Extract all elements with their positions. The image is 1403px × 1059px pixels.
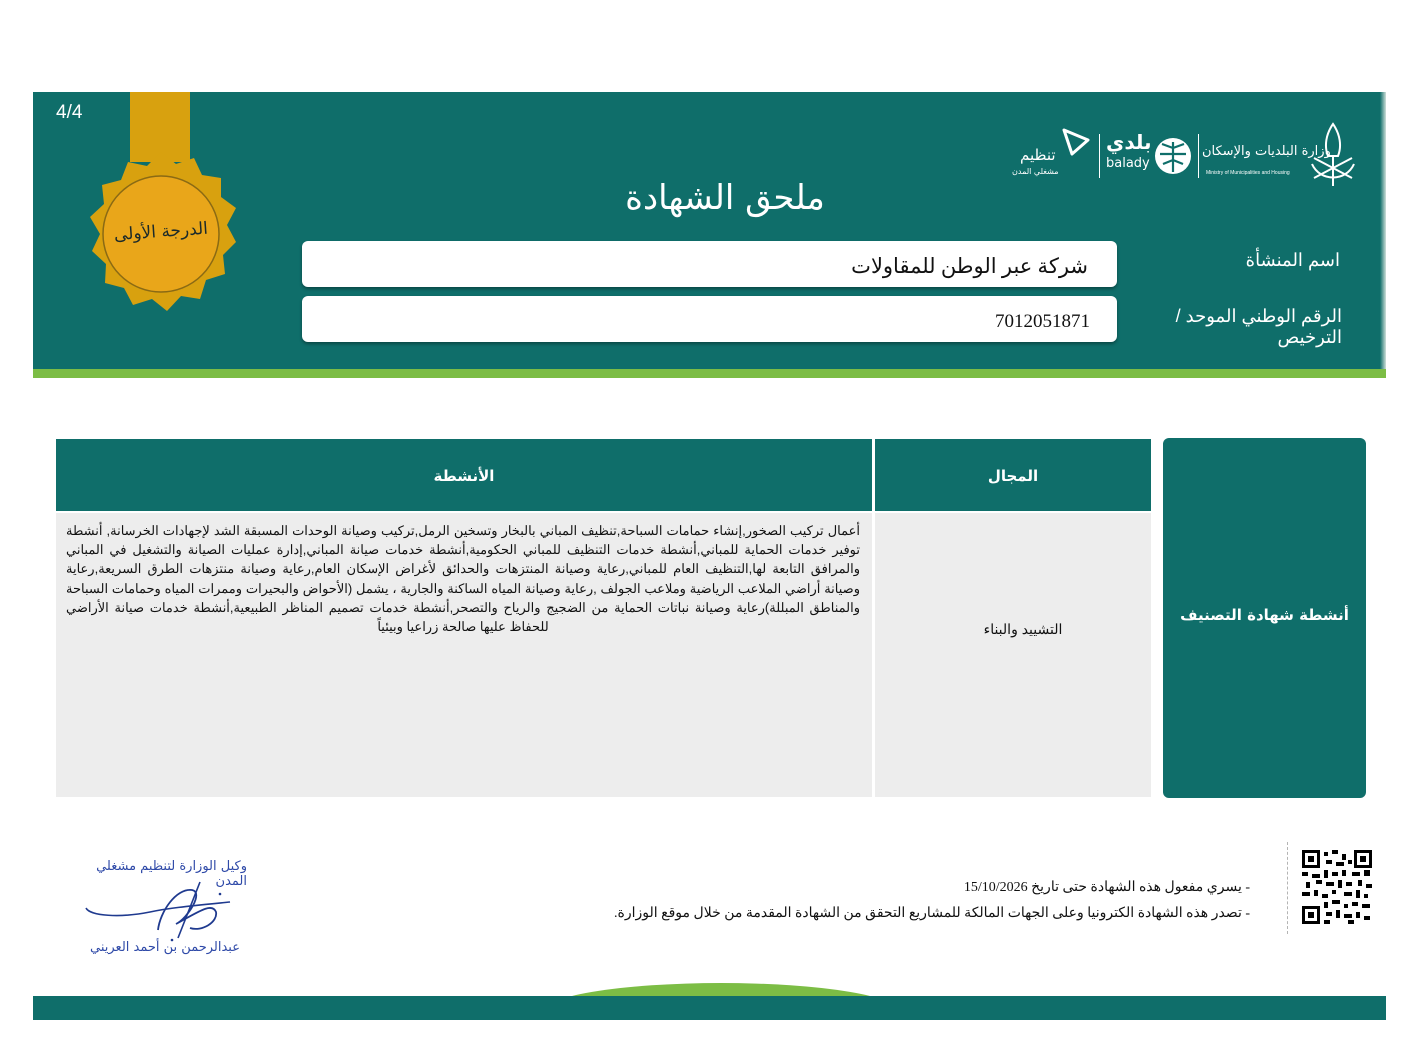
validity-note: - يسري مفعول هذه الشهادة حتى تاريخ 15/10/2026 [963,880,1250,895]
activities-column-header-label: الأنشطة [433,467,495,485]
palm-icon [1154,134,1192,178]
tanzeem-logo-sub: مشغلي المدن [1012,167,1059,176]
activities-cell-text: أعمال تركيب الصخور,إنشاء حمامات السباحة,تنظيف المباني بالبخار وتسخين الرمل,تركيب وصيانة الوحدات المسبقة الشد لإجهادات الخرسانة, أنشطة توفير خدمات الحماية للمباني,أنشطة خدمات التنظيف للمباني الحكومية,أنشطة خدمات صيانة المباني,إدارة عمليات الصيانة والتشغيل في المباني والمرافق التابعة لها,التنظيف العام للمباني,رعاية وصيانة المنتزهات والحدائق لأغراض الإسكان العام,رعاية وصيانة منتزهات الطرق السريعة,رعاية وصيانة أراضي الملاعب الرياضية وملاعب الجولف ,رعاية وصيانة المياه الساكنة والجارية ، يشمل (الأحواض والبحيرات وممرات المياه وحمامات السباحة والمناطق المبللة)رعاية وصيانة نباتات الحماية من الضجيج والرياح والتصحر,أنشطة خدمات تصميم المناظر الطبيعية,أنشطة خدمات صيانة الأراضي للحفاظ عليها صالحة زراعيا وبيئياً [66,523,861,635]
field-cell [875,513,1151,797]
activities-column-header [56,439,872,511]
field-column-header-label: المجال [987,467,1039,485]
signer-title: وكيل الوزارة لتنظيم مشغلي المدن [96,859,247,889]
qr-separator [1287,842,1288,934]
field-column-header [875,439,1151,511]
balady-logo-ar: بلدي [1106,130,1152,154]
national-id-label: الرقم الوطني الموحد /الترخيص [1175,306,1342,347]
tanzeem-icon [1058,126,1092,158]
page-number: 4/4 [56,102,83,123]
verification-note: - تصدر هذه الشهادة الكترونيا وعلى الجهات المالكة للمشاريع التحقق من الشهادة المقدمة من خلال موقع الوزارة. [614,906,1250,921]
national-id-value: 7012051871 [995,311,1090,332]
page-title: ملحق الشهادة [625,178,825,218]
establishment-name-value: شركة عبر الوطن للمقاولات [851,254,1088,278]
bottom-band [33,996,1386,1020]
logo-divider [1099,134,1100,178]
qr-code-icon[interactable] [1302,850,1372,924]
logo-area [1006,118,1366,194]
balady-logo-en: balady [1106,156,1150,171]
grade-badge-label: الدرجة الأولى [113,218,209,246]
logo-divider [1198,134,1199,178]
field-cell-text: التشييد والبناء [983,621,1063,637]
tanzeem-logo-ar: تنظيم [1020,146,1056,164]
header-edge-shadow [1380,92,1386,378]
establishment-name-label: اسم المنشأة [1245,250,1340,270]
header-accent-stripe [33,369,1386,378]
ministry-name-en: Ministry of Municipalities and Housing [1206,170,1290,176]
signer-name: عبدالرحمن بن أحمد العريني [90,940,240,955]
signature-icon [80,872,240,946]
classification-activities-side-label: أنشطة شهادة التصنيف [1180,606,1349,624]
ministry-name-ar: وزارة البلديات والإسكان [1202,144,1331,159]
